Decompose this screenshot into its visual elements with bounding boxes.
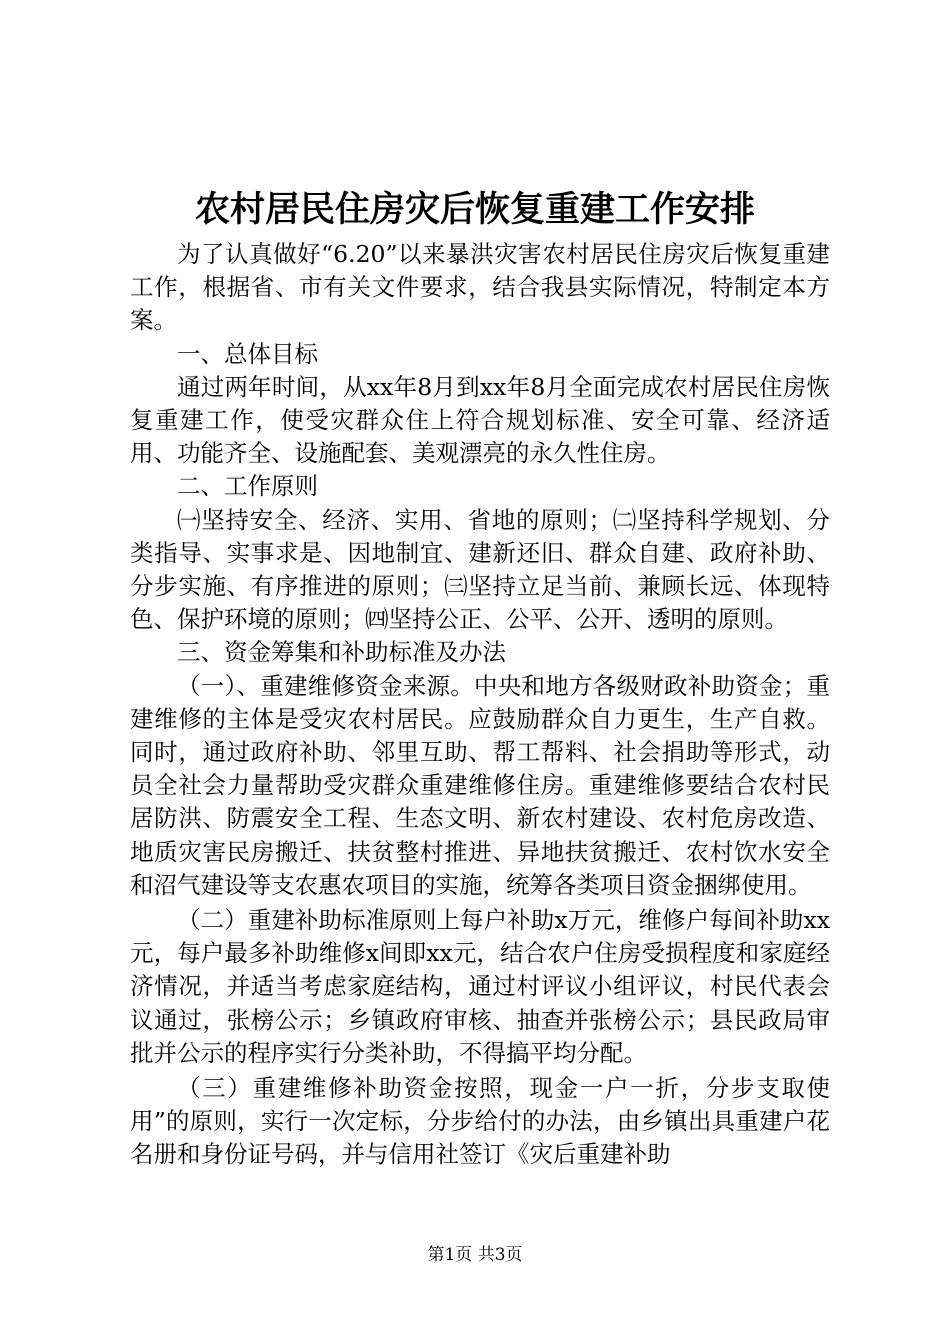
- paragraph-funding-source: （一）、重建维修资金来源。中央和地方各级财政补助资金；重建维修的主体是受灾农村居民。应鼓励群众自力更生，生产自救。同时，通过政府补助、邻里互助、帮工帮料、社会捐助等形式，动员全社会力量帮助受灾群众重建维修住房。重建维修要结合农村民居防洪、防震安全工程、生态文明、新农村建设、农村危房改造、地质灾害民房搬迁、扶贫整村推进、异地扶贫搬迁、农村饮水安全和沼气建设等支农惠农项目的实施，统筹各类项目资金捆绑使用。: [130, 671, 830, 899]
- document-title: 农村居民住房灾后恢复重建工作安排: [194, 189, 755, 230]
- paragraph-intro: 为了认真做好“6.20”以来暴洪灾害农村居民住房灾后恢复重建工作，根据省、市有关文件要求，结合我县实际情况，特制定本方案。: [130, 240, 830, 335]
- paragraph-subsidy-standard: （二）重建补助标准原则上每户补助x万元，维修户每间补助xx元，每户最多补助维修x间即xx元，结合农户住房受损程度和家庭经济情况，并适当考虑家庭结构，通过村评议小组评议，村民代表会议通过，张榜公示；乡镇政府审核、抽查并张榜公示；县民政局审批并公示的程序实行分类补助，不得搞平均分配。: [130, 906, 830, 1067]
- heading-work-principles: 二、工作原则: [177, 472, 318, 501]
- document-body: [130, 238, 830, 1172]
- paragraph-subsidy-payment: （三）重建维修补助资金按照，现金一户一折，分步支取使用”的原则，实行一次定标，分步给付的办法，由乡镇出具重建户花名册和身份证号码，并与信用社签订《灾后重建补助: [130, 1074, 830, 1169]
- page-footer: 第1页 共3页: [427, 1245, 523, 1265]
- paragraph-overall-goal: 通过两年时间，从xx年8月到xx年8月全面完成农村居民住房恢复重建工作，使受灾群众住上符合规划标准、安全可靠、经济适用、功能齐全、设施配套、美观漂亮的永久性住房。: [130, 372, 830, 468]
- heading-overall-goal: 一、总体目标: [177, 339, 318, 368]
- paragraph-work-principles: ㈠坚持安全、经济、实用、省地的原则；㈡坚持科学规划、分类指导、实事求是、因地制宜、建新还旧、群众自建、政府补助、分步实施、有序推进的原则；㈢坚持立足当前、兼顾长远、体现特色、保护环境的原则；㈣坚持公正、公平、公开、透明的原则。: [130, 505, 830, 634]
- heading-funding: 三、资金筹集和补助标准及办法: [177, 638, 506, 667]
